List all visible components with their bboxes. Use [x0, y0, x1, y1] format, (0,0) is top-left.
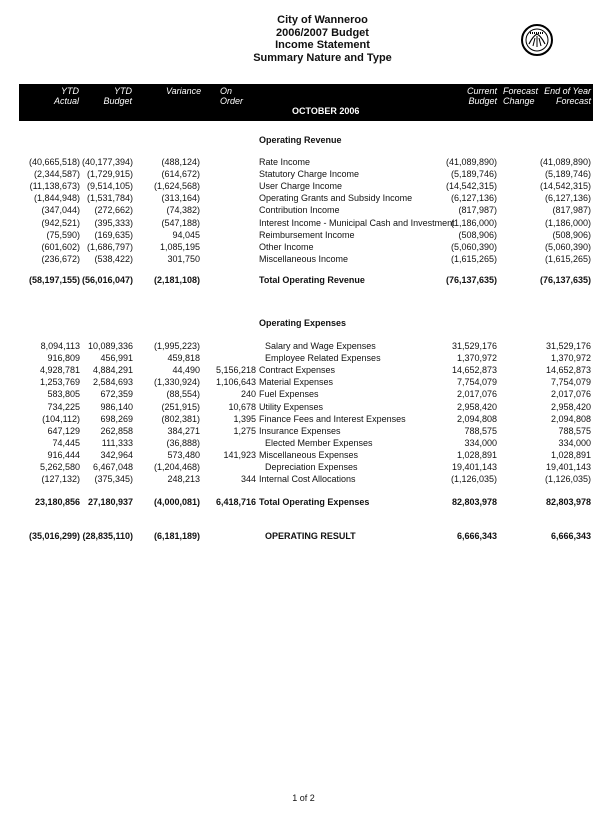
page-number: 1 of 2 — [292, 793, 315, 803]
cell-current-budget: (1,126,035) — [450, 474, 497, 485]
cell-variance: (1,204,468) — [153, 462, 200, 472]
org-name: City of Wanneroo — [277, 14, 368, 26]
cell-ytd-budget: 2,584,693 — [92, 377, 133, 388]
cell-variance: (88,554) — [166, 389, 200, 400]
table-row — [0, 449, 607, 461]
table-row — [0, 425, 607, 437]
cell-current-budget: 2,017,076 — [456, 389, 497, 400]
cell-current-budget: 2,094,808 — [456, 413, 497, 424]
cell-ytd-actual: 5,262,580 — [39, 462, 80, 472]
cell-label: Utility Expenses — [259, 401, 324, 412]
cell-on-order: 240 — [240, 389, 256, 400]
statement-name: Income Statement — [275, 39, 370, 51]
cell-ytd-actual: 4,928,781 — [39, 365, 80, 376]
cell-eoy-forecast: (41,089,890) — [539, 157, 591, 167]
cell-ytd-budget: (9,514,105) — [86, 181, 133, 192]
cell-variance: 384,271 — [167, 425, 200, 436]
col-forecast-change: Forecast Change — [503, 86, 539, 106]
table-row — [0, 437, 607, 449]
col-on-order: On Order — [220, 86, 244, 106]
cell-eoy-forecast: (508,906) — [552, 229, 591, 240]
cell-ytd-budget: 6,467,048 — [92, 462, 133, 472]
cell-label: Rate Income — [259, 157, 311, 167]
cell-current-budget: 31,529,176 — [451, 341, 497, 351]
col-ytd-budget: YTD Budget — [103, 86, 132, 106]
cell-current-budget: (5,189,746) — [450, 169, 497, 180]
operating-result-row: (35,016,299) (28,835,110) (6,181,189) OPERATING RESULT 6,666,343 6,666,343 — [28, 531, 591, 541]
cell-ytd-actual: 916,809 — [47, 353, 80, 364]
cell-current-budget: 1,370,972 — [456, 353, 497, 364]
cell-current-budget: (1,186,000) — [450, 217, 497, 228]
cell-eoy-forecast: 2,094,808 — [550, 413, 591, 424]
cell-ytd-actual: (104,112) — [42, 413, 80, 424]
cell-ytd-actual: (11,138,673) — [29, 181, 80, 192]
cell-on-order: 1,106,643 — [215, 377, 256, 388]
cell-variance: 248,213 — [167, 474, 200, 485]
section-operating-revenue: Operating Revenue — [259, 135, 342, 145]
cell-label: Insurance Expenses — [259, 425, 341, 436]
cell-ytd-budget: 262,858 — [100, 425, 133, 436]
report-subtitle: Summary Nature and Type — [253, 51, 392, 64]
cell-label: Other Income — [259, 241, 314, 252]
cell-label: Fuel Expenses — [259, 389, 319, 400]
cell-variance: 301,750 — [167, 253, 200, 264]
cell-ytd-actual: 647,129 — [47, 425, 80, 436]
cell-variance: (313,164) — [161, 193, 200, 204]
cell-label: Miscellaneous Expenses — [259, 449, 359, 460]
budget-year: 2006/2007 Budget — [276, 26, 369, 39]
cell-variance: 44,490 — [172, 365, 200, 376]
cell-variance: (251,915) — [161, 401, 200, 412]
column-header-bar — [19, 84, 593, 121]
report-title-block — [0, 14, 607, 64]
cell-variance: (36,888) — [166, 437, 200, 448]
cell-ytd-actual: 583,805 — [47, 389, 80, 400]
cell-label: Operating Grants and Subsidy Income — [259, 193, 413, 204]
cell-eoy-forecast: 2,017,076 — [550, 389, 591, 400]
table-row — [0, 241, 607, 253]
cell-ytd-budget: (395,333) — [94, 217, 133, 228]
cell-ytd-actual: (1,844,948) — [33, 193, 80, 204]
cell-label: Finance Fees and Interest Expenses — [259, 413, 406, 424]
cell-label: Depreciation Expenses — [265, 462, 358, 472]
section-operating-expenses: Operating Expenses — [259, 318, 347, 328]
total-revenue-row: (58,197,155) (56,016,047) (2,181,108) Total Operating Revenue (76,137,635) (76,137,635) — [28, 275, 591, 285]
cell-eoy-forecast: (1,615,265) — [544, 253, 591, 264]
cell-variance: 1,085,195 — [159, 241, 200, 252]
cell-ytd-budget: (40,177,394) — [81, 157, 133, 167]
col-eoy-forecast: End of Year Forecast — [544, 86, 591, 106]
cell-eoy-forecast: (6,127,136) — [544, 193, 591, 204]
cell-current-budget: (14,542,315) — [445, 181, 497, 192]
table-row — [0, 204, 607, 216]
cell-ytd-actual: 1,253,769 — [39, 377, 80, 388]
cell-ytd-budget: 10,089,336 — [87, 341, 133, 351]
cell-eoy-forecast: 788,575 — [558, 425, 591, 436]
cell-ytd-budget: 672,359 — [100, 389, 133, 400]
cell-ytd-actual: 734,225 — [47, 401, 80, 412]
cell-ytd-budget: (538,422) — [94, 253, 133, 264]
table-row — [0, 473, 607, 485]
cell-ytd-budget: 4,884,291 — [92, 365, 133, 376]
cell-label: Employee Related Expenses — [265, 353, 381, 364]
cell-ytd-actual: (601,602) — [41, 241, 80, 252]
cell-current-budget: (1,615,265) — [450, 253, 497, 264]
cell-on-order: 1,395 — [233, 413, 256, 424]
total-expenses-row: 23,180,856 27,180,937 (4,000,081) 6,418,716 Total Operating Expenses 82,803,978 82,803,978 — [34, 497, 591, 507]
cell-on-order: 141,923 — [223, 449, 256, 460]
cell-variance: (614,672) — [161, 169, 200, 180]
table-row — [0, 364, 607, 376]
cell-current-budget: (41,089,890) — [445, 157, 497, 167]
cell-variance: (1,624,568) — [153, 181, 200, 192]
cell-on-order: 344 — [240, 474, 256, 485]
cell-variance: (547,188) — [161, 217, 200, 228]
cell-variance: (1,995,223) — [153, 341, 200, 351]
cell-ytd-actual: (347,044) — [41, 205, 80, 216]
cell-ytd-budget: (169,635) — [94, 229, 133, 240]
cell-label: Internal Cost Allocations — [259, 474, 356, 485]
report-period: OCTOBER 2006 — [292, 106, 360, 116]
table-row — [0, 229, 607, 241]
cell-eoy-forecast: (1,186,000) — [544, 217, 591, 228]
cell-ytd-budget: 111,333 — [101, 437, 133, 448]
cell-label: Material Expenses — [259, 377, 334, 388]
table-row — [0, 461, 607, 473]
table-row — [0, 168, 607, 180]
cell-ytd-budget: (272,662) — [94, 205, 133, 216]
cell-label: Elected Member Expenses — [265, 437, 373, 448]
cell-current-budget: 2,958,420 — [456, 401, 497, 412]
cell-ytd-actual: (942,521) — [41, 217, 80, 228]
cell-label: Miscellaneous Income — [259, 253, 349, 264]
cell-variance: (74,382) — [166, 205, 200, 216]
cell-ytd-budget: (1,531,784) — [86, 193, 133, 204]
cell-eoy-forecast: 19,401,143 — [545, 462, 591, 472]
cell-eoy-forecast: (1,126,035) — [544, 474, 591, 485]
table-row — [0, 253, 607, 265]
cell-ytd-actual: 916,444 — [47, 449, 80, 460]
cell-on-order: 5,156,218 — [215, 365, 256, 376]
cell-ytd-budget: 986,140 — [100, 401, 133, 412]
cell-variance: (802,381) — [161, 413, 200, 424]
cell-variance: 573,480 — [167, 449, 200, 460]
cell-ytd-budget: 342,964 — [100, 449, 133, 460]
cell-ytd-budget: (1,729,915) — [86, 169, 133, 180]
table-row — [0, 388, 607, 400]
cell-eoy-forecast: (5,060,390) — [544, 241, 591, 252]
cell-eoy-forecast: (5,189,746) — [544, 169, 591, 180]
cell-ytd-budget: 456,991 — [100, 353, 133, 364]
cell-label: Contribution Income — [259, 205, 340, 216]
cell-ytd-actual: 74,445 — [52, 437, 80, 448]
cell-variance: 94,045 — [172, 229, 200, 240]
table-row — [0, 413, 607, 425]
cell-ytd-actual: 8,094,113 — [40, 341, 80, 351]
cell-eoy-forecast: (817,987) — [552, 205, 591, 216]
cell-ytd-actual: (2,344,587) — [33, 169, 80, 180]
cell-eoy-forecast: (14,542,315) — [539, 181, 591, 192]
city-seal-icon — [521, 24, 553, 56]
cell-on-order: 10,678 — [228, 401, 256, 412]
table-row — [0, 352, 607, 364]
cell-current-budget: 334,000 — [464, 437, 497, 448]
cell-current-budget: 7,754,079 — [456, 377, 497, 388]
table-row — [0, 401, 607, 413]
cell-current-budget: 1,028,891 — [456, 449, 497, 460]
cell-current-budget: (817,987) — [458, 205, 497, 216]
table-row — [0, 180, 607, 192]
cell-ytd-budget: (375,345) — [94, 474, 133, 485]
cell-current-budget: 788,575 — [464, 425, 497, 436]
table-row — [0, 217, 607, 229]
cell-label: Interest Income - Municipal Cash and Investment — [259, 217, 455, 228]
cell-eoy-forecast: 14,652,873 — [545, 365, 591, 376]
table-row — [0, 192, 607, 204]
cell-label: Reimbursement Income — [259, 229, 355, 240]
col-variance: Variance — [166, 86, 202, 96]
cell-ytd-actual: (236,672) — [41, 253, 80, 264]
cell-ytd-actual: (75,590) — [46, 229, 80, 240]
cell-label: Statutory Charge Income — [259, 169, 360, 180]
cell-current-budget: 14,652,873 — [451, 365, 497, 376]
col-ytd-actual: YTD Actual — [53, 86, 79, 106]
cell-label: User Charge Income — [259, 181, 343, 192]
cell-ytd-actual: (40,665,518) — [28, 157, 80, 167]
cell-current-budget: (6,127,136) — [450, 193, 497, 204]
cell-eoy-forecast: 1,028,891 — [550, 449, 591, 460]
cell-current-budget: (5,060,390) — [450, 241, 497, 252]
col-current-budget: Current Budget — [466, 86, 497, 106]
cell-eoy-forecast: 1,370,972 — [550, 353, 591, 364]
cell-label: Salary and Wage Expenses — [265, 341, 376, 351]
cell-eoy-forecast: 31,529,176 — [545, 341, 591, 351]
cell-variance: (1,330,924) — [153, 377, 200, 388]
cell-label: Contract Expenses — [259, 365, 336, 376]
table-row — [0, 376, 607, 388]
cell-eoy-forecast: 2,958,420 — [550, 401, 591, 412]
cell-variance: (488,124) — [161, 157, 200, 167]
cell-ytd-budget: (1,686,797) — [86, 241, 133, 252]
cell-ytd-actual: (127,132) — [41, 474, 80, 485]
cell-current-budget: (508,906) — [458, 229, 497, 240]
cell-ytd-budget: 698,269 — [100, 413, 133, 424]
cell-eoy-forecast: 334,000 — [558, 437, 591, 448]
cell-current-budget: 19,401,143 — [451, 462, 497, 472]
cell-on-order: 1,275 — [233, 425, 256, 436]
cell-eoy-forecast: 7,754,079 — [550, 377, 591, 388]
table-row — [0, 156, 607, 168]
cell-variance: 459,818 — [167, 353, 200, 364]
table-row — [0, 340, 607, 352]
